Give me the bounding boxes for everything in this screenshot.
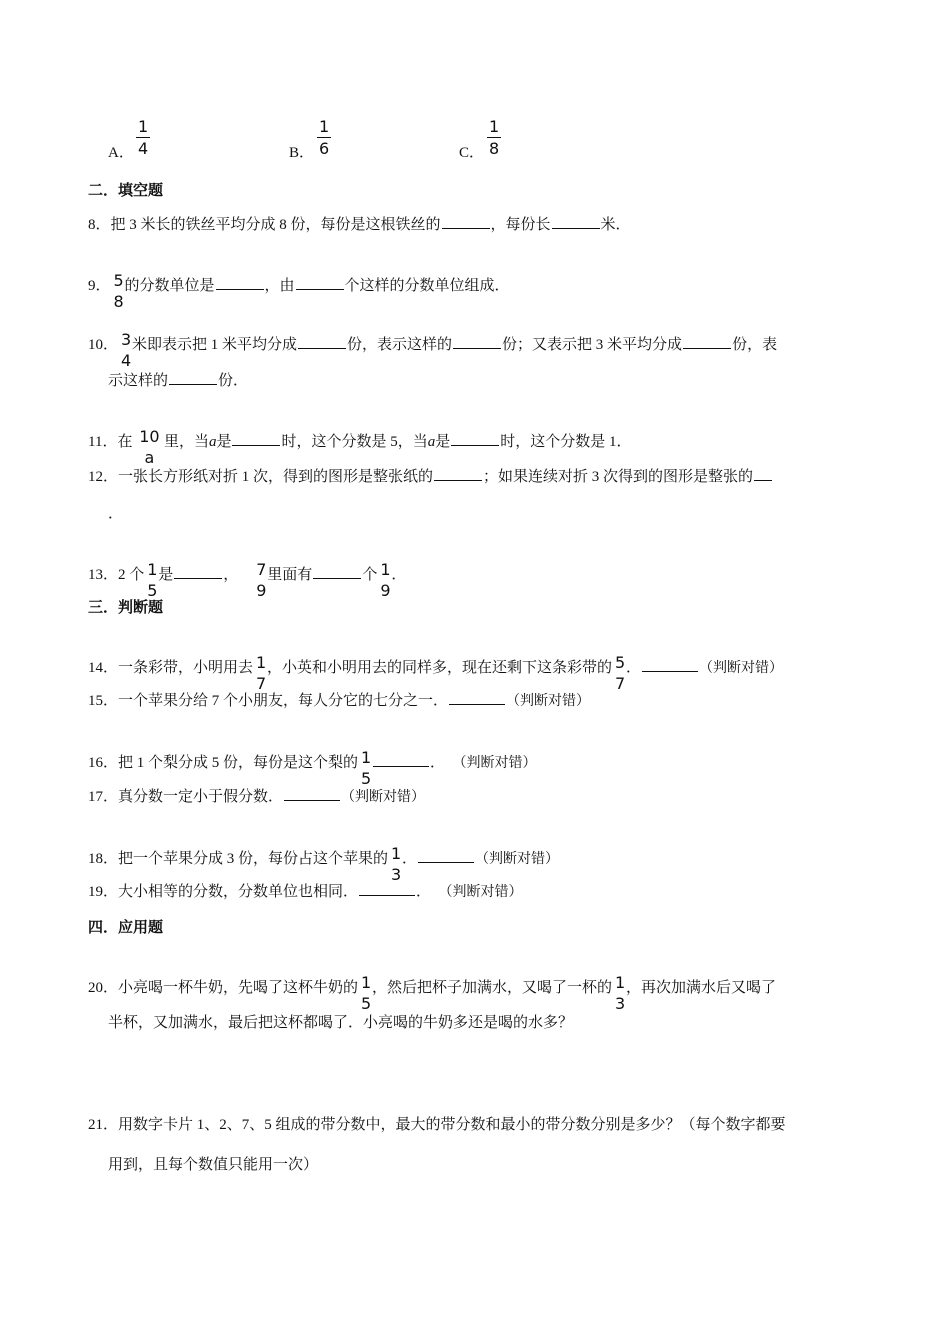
option-a-fraction: 1 4 <box>138 117 149 158</box>
question-11: 11．在 10 a 里，当a是 时，这个分数是 5，当a是 时，这个分数是 1． <box>88 427 632 467</box>
answer-blank[interactable] <box>296 276 344 290</box>
question-20: 20．小亮喝一杯牛奶，先喝了这杯牛奶的 1 5 ，然后把杯子加满水，又喝了一杯的 1 3 ，再次加满水后又喝了 <box>88 973 777 1013</box>
section-application-title: 四．应用题 <box>88 918 164 936</box>
option-c-label: C． <box>459 145 485 161</box>
answer-blank[interactable] <box>453 335 501 349</box>
answer-blank[interactable] <box>683 335 731 349</box>
fraction: 3 4 <box>121 330 132 370</box>
question-10-line-2: 示这样的 份． <box>108 373 249 389</box>
answer-blank[interactable] <box>174 565 222 579</box>
question-8: 8．把 3 米长的铁丝平均分成 8 份，每份是这根铁丝的 ，每份长 米． <box>88 217 631 233</box>
answer-blank[interactable] <box>642 658 698 672</box>
fraction: 1 5 <box>147 560 158 600</box>
section-fill-in-title: 二．填空题 <box>88 181 164 199</box>
answer-blank[interactable] <box>442 215 490 229</box>
answer-blank[interactable] <box>232 432 280 446</box>
question-9: 9． 5 8 的分数单位是 ，由 个这样的分数单位组成． <box>88 271 510 311</box>
fraction: 1 5 <box>361 973 372 1013</box>
question-21: 21．用数字卡片 1、2、7、5 组成的带分数中，最大的带分数和最小的带分数分别是多少？（每个数字都要 <box>88 1117 786 1133</box>
answer-blank[interactable] <box>451 432 499 446</box>
question-17: 17．真分数一定小于假分数． （判断对错） <box>88 789 426 805</box>
answer-blank[interactable] <box>434 467 482 481</box>
question-14: 14．一条彩带，小明用去 1 7 ，小英和小明用去的同样多，现在还剩下这条彩带的 5 7 ． （判断对错） <box>88 653 784 693</box>
fraction: 1 5 <box>361 748 372 788</box>
question-10: 10． 3 4 米即表示把 1 米平均分成 份，表示这样的 份；又表示把 3 米平均分成 份，表 <box>88 330 778 370</box>
fraction: 10 a <box>139 427 160 467</box>
answer-blank[interactable] <box>754 467 772 481</box>
fraction: 5 8 <box>113 271 124 311</box>
question-21-line-2: 用到，且每个数值只能用一次） <box>108 1157 319 1173</box>
fraction: 1 3 <box>615 973 626 1013</box>
section-true-false-title: 三．判断题 <box>88 598 164 616</box>
fraction: 5 7 <box>615 653 626 693</box>
question-15: 15．一个苹果分给 7 个小朋友，每人分它的七分之一． （判断对错） <box>88 693 591 709</box>
fraction: 1 9 <box>380 560 391 600</box>
option-c-fraction: 1 8 <box>489 117 500 158</box>
fraction: 7 9 <box>256 560 267 600</box>
answer-blank[interactable] <box>449 691 505 705</box>
answer-blank[interactable] <box>373 753 429 767</box>
question-16: 16．把 1 个梨分成 5 份，每份是这个梨的 1 5 ． （判断对错） <box>88 748 537 788</box>
question-13: 13．2 个 1 5 是 ， 7 9 里面有 个 1 9 ． <box>88 560 407 600</box>
answer-blank[interactable] <box>552 215 600 229</box>
answer-blank[interactable] <box>284 787 340 801</box>
option-a-label: A． <box>108 145 134 161</box>
option-b-fraction: 1 6 <box>319 117 330 158</box>
question-12-line-2: ． <box>108 506 124 522</box>
fraction: 1 7 <box>256 653 267 693</box>
question-19: 19．大小相等的分数，分数单位也相同． ． （判断对错） <box>88 884 523 900</box>
answer-blank[interactable] <box>216 276 264 290</box>
answer-blank[interactable] <box>313 565 361 579</box>
question-12: 12．一张长方形纸对折 1 次，得到的图形是整张纸的 ；如果连续对折 3 次得到的图形是整张的 <box>88 467 773 486</box>
answer-blank[interactable] <box>298 335 346 349</box>
answer-blank[interactable] <box>359 882 415 896</box>
question-18: 18．把一个苹果分成 3 份，每份占这个苹果的 1 3 ． （判断对错） <box>88 844 560 884</box>
answer-blank[interactable] <box>418 849 474 863</box>
answer-blank[interactable] <box>169 371 217 385</box>
fraction: 1 3 <box>391 844 402 884</box>
option-b-label: B． <box>289 145 315 161</box>
question-20-line-2: 半杯，又加满水，最后把这杯都喝了．小亮喝的牛奶多还是喝的水多？ <box>108 1015 574 1031</box>
